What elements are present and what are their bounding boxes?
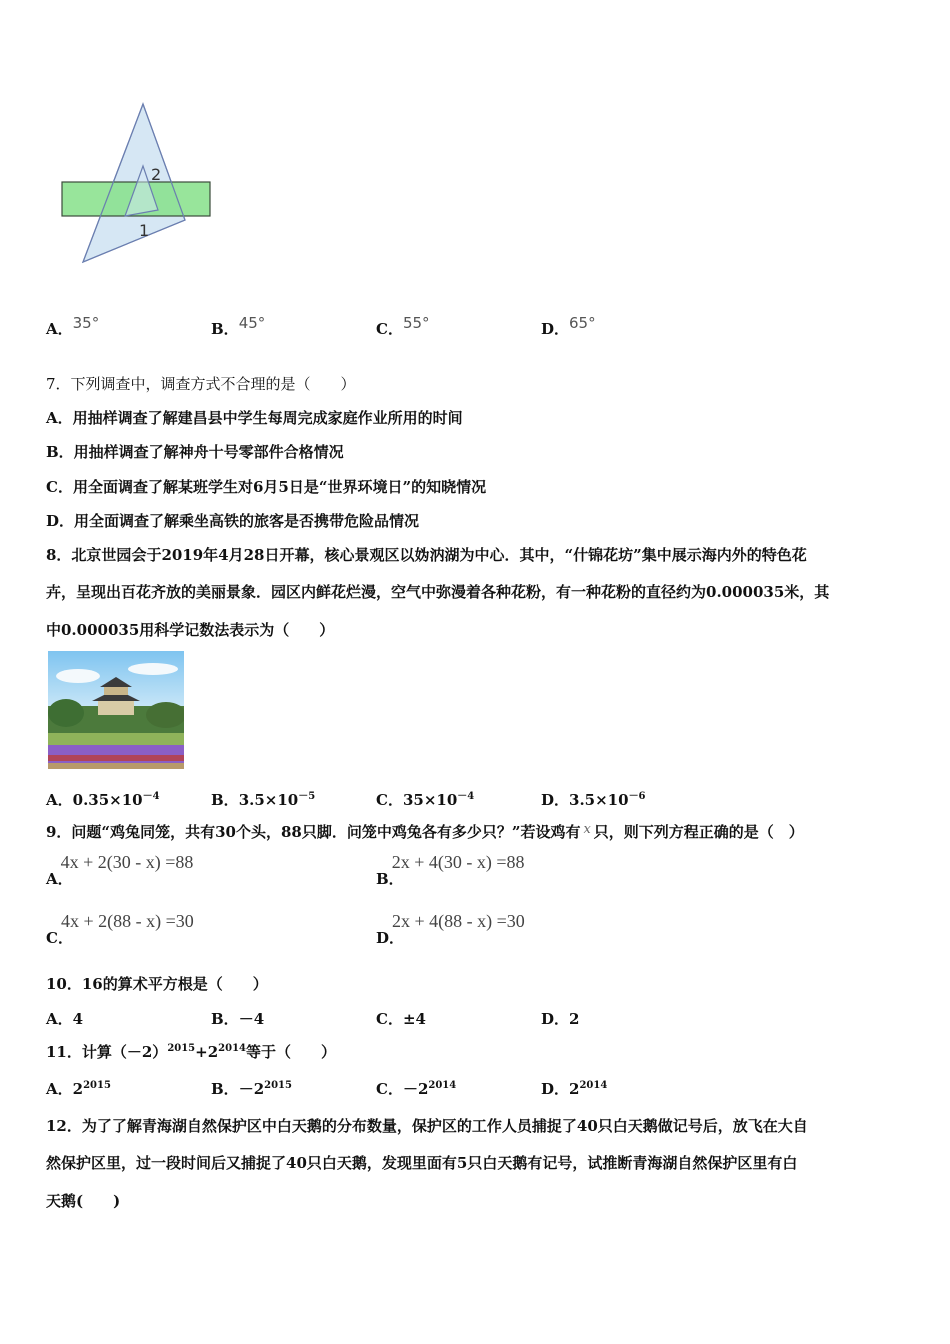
q6-option-d[interactable] — [541, 314, 596, 339]
q9-option-a[interactable]: A．4x + 2(30 - x) =88 — [46, 852, 194, 888]
q7-stem: 7．下列调查中，调查方式不合理的是（ ） — [46, 375, 356, 393]
path — [48, 763, 184, 769]
triangle-ruler-figure — [55, 100, 225, 270]
q11-option-d[interactable]: D．$2^{2014}$ — [541, 1080, 608, 1098]
q12-stem-line-3: 天鹅( ) — [46, 1192, 121, 1210]
option-value: 65° — [569, 314, 596, 332]
q8-stem-line-3: 中0.000035用科学记数法表示为（ ） — [46, 621, 335, 639]
q10-option-d[interactable]: D．2 — [541, 1010, 580, 1028]
q11-stem: 11．计算$(-2)^{2015}+2^{2014}$等于（ ） — [46, 1043, 337, 1061]
angle-label-2: 2 — [151, 165, 162, 184]
option-value: 55° — [402, 314, 430, 332]
q9-option-b[interactable]: B．2x + 4(30 - x) =88 — [376, 852, 525, 888]
q6-option-a[interactable] — [46, 314, 100, 339]
angle-label-1: 1 — [139, 221, 150, 240]
lawn — [48, 733, 184, 747]
q10-option-b[interactable]: B．－4 — [211, 1010, 265, 1028]
q6-option-c[interactable] — [376, 314, 430, 339]
flower-band — [48, 755, 184, 761]
q11-option-c[interactable]: C．$-2^{2014}$ — [376, 1080, 457, 1098]
q8-option-c[interactable]: C．$35\times 10^{-4}$ — [376, 791, 475, 809]
q9-option-d[interactable]: D．2x + 4(88 - x) =30 — [376, 911, 525, 947]
cloud — [128, 663, 178, 675]
q10-option-c[interactable]: C．±4 — [376, 1010, 426, 1028]
q8-option-b[interactable]: B．$3.5\times 10^{-5}$ — [211, 791, 316, 809]
option-value: 35° — [72, 314, 100, 332]
q10-option-a[interactable]: A．4 — [46, 1010, 84, 1028]
q9-option-c[interactable]: C．4x + 2(88 - x) =30 — [46, 911, 194, 947]
option-letter: C． — [376, 320, 403, 338]
q11-option-b[interactable]: B．$-2^{2015}$ — [211, 1080, 292, 1098]
q9-stem: 9．问题“鸡兔同笼，共有30个头，88只脚．问笼中鸡兔各有多少只？”若设鸡有 x 只，则下列方程正确的是（ ） — [46, 822, 804, 841]
q10-stem: 10．16的算术平方根是（ ） — [46, 975, 268, 993]
q8-stem-line-1: 8．北京世园会于2019年4月28日开幕，核心景观区以妫汭湖为中心．其中，“什锦花坊”集中展示海内外的特色花 — [46, 546, 807, 564]
option-value: 45° — [238, 314, 266, 332]
tree — [48, 699, 84, 727]
q7-option-a[interactable]: A．用抽样调查了解建昌县中学生每周完成家庭作业所用的时间 — [46, 409, 463, 427]
pagoda-base — [98, 701, 134, 715]
expo-park-photo — [48, 651, 184, 769]
q6-option-b[interactable] — [211, 314, 266, 339]
q12-stem-line-1: 12．为了了解青海湖自然保护区中白天鹅的分布数量，保护区的工作人员捕捉了40只白天鹅做记号后，放飞在大自 — [46, 1117, 808, 1135]
q7-option-b[interactable]: B．用抽样调查了解神舟十号零部件合格情况 — [46, 443, 344, 461]
q8-stem-line-2: 卉，呈现出百花齐放的美丽景象．园区内鲜花烂漫，空气中弥漫着各种花粉，有一种花粉的直径约为0.000035米，其 — [46, 583, 830, 601]
q11-option-a[interactable]: A．$2^{2015}$ — [46, 1080, 111, 1098]
variable-x: x — [583, 822, 591, 837]
q7-option-c[interactable]: C．用全面调查了解某班学生对6月5日是“世界环境日”的知晓情况 — [46, 478, 487, 496]
option-letter: B． — [211, 320, 239, 338]
option-letter: D． — [541, 320, 570, 338]
q8-option-a[interactable]: A．$0.35\times 10^{-4}$ — [46, 791, 160, 809]
q7-option-d[interactable]: D．用全面调查了解乘坐高铁的旅客是否携带危险品情况 — [46, 512, 420, 530]
cloud — [56, 669, 100, 683]
option-letter: A． — [46, 320, 73, 338]
q12-stem-line-2: 然保护区里，过一段时间后又捕捉了40只白天鹅，发现里面有5只白天鹅有记号，试推断青海湖自然保护区里有白 — [46, 1154, 798, 1172]
q8-option-d[interactable]: D．$3.5\times 10^{-6}$ — [541, 791, 646, 809]
